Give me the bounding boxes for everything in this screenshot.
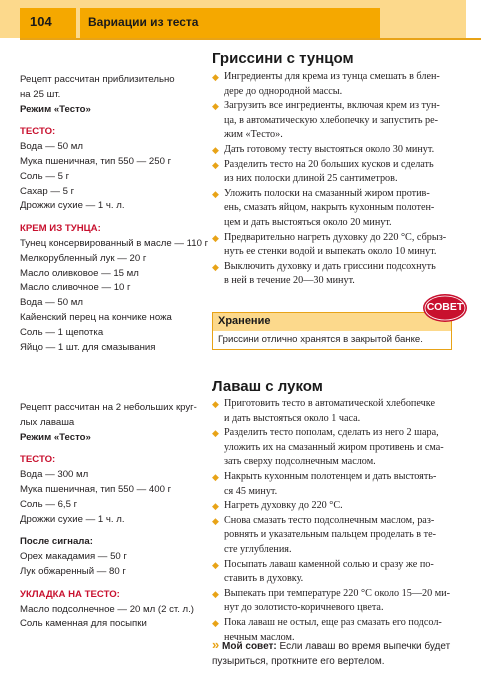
- bullet-icon: ◆: [212, 559, 219, 570]
- tip-badge-label: СОВЕТ: [426, 301, 464, 313]
- recipe1-cream-heading: КРЕМ ИЗ ТУНЦА:: [20, 223, 101, 235]
- ingredient-item: Масло оливковое — 15 мл: [20, 267, 139, 279]
- tip-badge: [422, 293, 468, 323]
- step-item: ◆ Нагреть духовку до 220 °С.: [212, 499, 474, 514]
- ingredient-item: Орех макадамия — 50 г: [20, 551, 127, 563]
- ingredient-item: Соль — 6,5 г: [20, 498, 78, 510]
- bullet-icon: ◆: [212, 428, 219, 439]
- ingredient-item: Масло подсолнечное — 20 мл (2 ст. л.): [20, 603, 194, 615]
- page-header: [0, 0, 481, 38]
- bullet-icon: ◆: [212, 144, 219, 155]
- ingredient-item: Кайенский перец на кончике ножа: [20, 311, 172, 323]
- bullet-icon: ◆: [212, 188, 219, 199]
- ingredient-item: Соль — 1 щепотка: [20, 326, 104, 338]
- recipe1-yield-line1: Рецепт рассчитан приблизительно: [20, 74, 175, 85]
- recipe2-signal-heading: После сигнала:: [20, 536, 93, 548]
- ingredient-item: Вода — 50 мл: [20, 297, 83, 309]
- ingredient-item: Соль каменная для посыпки: [20, 618, 147, 630]
- ingredient-item: Сахар — 5 г: [20, 185, 75, 197]
- step-item: ◆ Накрыть кухонным полотенцем и дать выстоять- ся 45 минут.: [212, 470, 437, 497]
- my-tip-label: Мой совет:: [222, 641, 277, 652]
- bullet-icon: ◆: [212, 101, 219, 112]
- ingredient-item: Вода — 50 мл: [20, 141, 83, 153]
- recipe2-ingredients: [20, 401, 197, 632]
- ingredient-item: Соль — 5 г: [20, 170, 70, 182]
- recipe2-steps: [212, 397, 474, 645]
- step-item: ◆ Загрузить все ингредиенты, включая крем из тун- ца, в автоматическую хлебопечку и запустить ре- жим «Тесто».: [212, 100, 440, 141]
- step-item: ◆ Дать готовому тесту выстояться около 30 минут.: [212, 143, 474, 158]
- bullet-icon: ◆: [212, 232, 219, 243]
- step-item: ◆ Снова смазать тесто подсолнечным маслом, раз- ровнять и указательным пальцем проделать в те- сте углубления.: [212, 514, 436, 555]
- step-item: ◆ Разделить тесто пополам, сделать из него 2 шара, уложить их на смазанный жиром противень и сма- зать сверху подсолнечным маслом.: [212, 427, 444, 468]
- step-item: ◆ Разделить тесто на 20 больших кусков и сделать из них полоски длиной 25 сантиметров.: [212, 158, 434, 185]
- section-title: Вариации из теста: [80, 8, 380, 38]
- ingredient-item: Масло сливочное — 10 г: [20, 282, 131, 294]
- bullet-icon: ◆: [212, 72, 219, 82]
- ingredient-item: Мука пшеничная, тип 550 — 400 г: [20, 483, 172, 495]
- tip-title: Хранение: [213, 313, 451, 331]
- my-tip-line2: пузыриться, проткните его вертелом.: [212, 656, 385, 667]
- bullet-icon: ◆: [212, 501, 219, 512]
- bullet-icon: ◆: [212, 261, 219, 272]
- bullet-icon: ◆: [212, 515, 219, 526]
- ingredient-item: Яйцо — 1 шт. для смазывания: [20, 341, 156, 353]
- bullet-icon: ◆: [212, 471, 219, 482]
- recipe1-dough-heading: ТЕСТО:: [20, 126, 56, 138]
- tip-text: Гриссини отлично хранятся в закрытой банке.: [218, 334, 423, 345]
- recipe2-title: Лаваш с луком: [212, 378, 323, 395]
- recipe2-yield-line1: Рецепт рассчитан на 2 небольших круг-: [20, 402, 197, 413]
- ingredient-item: Мелкорубленный лук — 20 г: [20, 252, 147, 264]
- ingredient-item: Дрожжи сухие — 1 ч. л.: [20, 513, 125, 525]
- recipe1-ingredients: [20, 73, 208, 355]
- recipe1-steps: [212, 70, 474, 289]
- ingredient-item: Вода — 300 мл: [20, 469, 89, 481]
- ingredient-item: Лук обжаренный — 80 г: [20, 565, 126, 577]
- ingredient-item: Мука пшеничная, тип 550 — 250 г: [20, 155, 172, 167]
- recipe1-title: Гриссини с тунцом: [212, 50, 354, 67]
- my-tip-line1: Если лаваш во время выпечки будет: [279, 641, 451, 652]
- recipe1-yield-line2: на 25 шт.: [20, 88, 61, 100]
- step-item: ◆ Выключить духовку и дать гриссини подсохнуть в ней в течение 20—30 минут.: [212, 260, 436, 287]
- step-item: ◆ Приготовить тесто в автоматической хлебопечке и дать выстояться около 1 часа.: [212, 398, 435, 424]
- recipe2-topping-heading: УКЛАДКА НА ТЕСТО:: [20, 588, 120, 600]
- step-item: ◆ Ингредиенты для крема из тунца смешать в блен- дере до однородной массы.: [212, 71, 440, 97]
- bullet-icon: ◆: [212, 159, 219, 170]
- recipe2-dough-heading: ТЕСТО:: [20, 454, 56, 466]
- ingredient-item: Тунец консервированный в масле — 110 г: [20, 237, 209, 249]
- recipe2-mode: Режим «Тесто»: [20, 431, 91, 443]
- my-tip: [212, 637, 474, 669]
- bullet-icon: ◆: [212, 588, 219, 599]
- double-chevron-icon: »: [212, 637, 220, 652]
- recipe2-yield-line2: лых лаваша: [20, 416, 75, 428]
- step-item: ◆ Выпекать при температуре 220 °С около 15—20 ми- нут до золотисто-коричневого цвета.: [212, 587, 451, 614]
- page-number: 104: [20, 8, 76, 38]
- bullet-icon: ◆: [212, 399, 219, 409]
- ingredient-item: Дрожжи сухие — 1 ч. л.: [20, 200, 125, 212]
- step-item: ◆ Посыпать лаваш каменной солью и сразу же по- ставить в духовку.: [212, 558, 434, 585]
- bullet-icon: ◆: [212, 617, 219, 628]
- header-rule: [20, 38, 481, 40]
- storage-tip-box: [212, 312, 452, 350]
- step-item: ◆ Уложить полоски на смазанный жиром против- ень, смазать яйцом, накрыть кухонным полотен- цем и дать выстояться около 20 минут.: [212, 187, 435, 228]
- recipe1-mode: Режим «Тесто»: [20, 103, 91, 115]
- step-item: ◆ Пока лаваш не остыл, еще раз смазать его подсол- нечным маслом.: [212, 616, 442, 643]
- step-item: ◆ Предварительно нагреть духовку до 220 °С, сбрыз- нуть ее стенки водой и выпекать около 10 минут.: [212, 231, 447, 258]
